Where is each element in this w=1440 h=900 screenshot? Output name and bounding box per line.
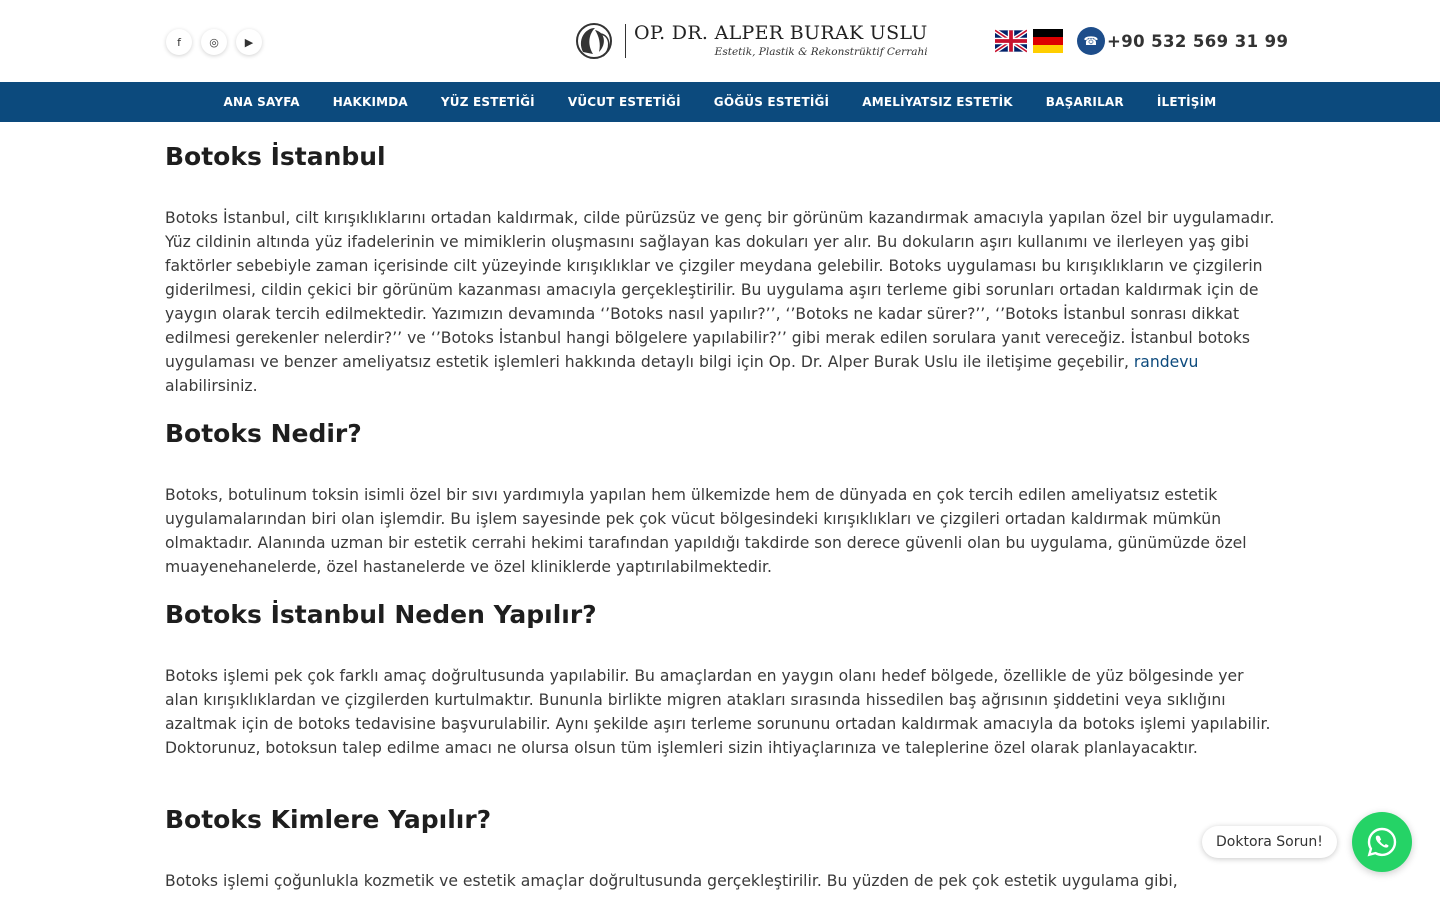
- nav-item-vucut-estetigi[interactable]: VÜCUT ESTETİĞİ: [567, 95, 681, 109]
- german-flag-icon[interactable]: [1032, 29, 1064, 53]
- chat-prompt-bubble[interactable]: Doktora Sorun!: [1202, 826, 1337, 858]
- section-heading: Botoks İstanbul: [165, 142, 386, 171]
- phone-icon: ☎: [1077, 27, 1105, 55]
- main-nav: [0, 82, 1440, 122]
- section-paragraph: Botoks, botulinum toksin isimli özel bir sıvı yardımıyla yapılan hem ülkemizde hem de dünyada en çok tercih edilen ameliyatsız estetik uygulamalarından biri olan işlemdir. Bu işlem sayesinde pek çok vücut bölgesindeki kırışıklıkları ve çizgileri ortadan kaldırmak mümkün olmaktadır. Alanında uzman bir estetik cerrahi hekimi tarafından yapıldığı takdirde son derece güvenli olan bu uygulama, günümüzde özel muayenehanelerde, özel hastanelerde ve özel kliniklerde yaptırılabilmektedir.: [165, 486, 1247, 576]
- logo-name: OP. DR. ALPER BURAK USLU: [634, 22, 928, 45]
- language-switcher: [995, 29, 1064, 53]
- nav-item-basarilar[interactable]: BAŞARILAR: [1045, 95, 1124, 109]
- section-heading: Botoks Nedir?: [165, 419, 362, 448]
- randevu-link[interactable]: randevu: [1133, 353, 1199, 371]
- logo-emblem-icon: [571, 22, 617, 60]
- phone-number: +90 532 569 31 99: [1107, 31, 1289, 51]
- facebook-icon[interactable]: f: [166, 29, 192, 55]
- social-links: [166, 29, 262, 55]
- nav-item-iletisim[interactable]: İLETİŞİM: [1156, 95, 1217, 109]
- nav-item-ana-sayfa[interactable]: ANA SAYFA: [223, 95, 300, 109]
- whatsapp-chat-button[interactable]: [1352, 812, 1412, 872]
- phone-link[interactable]: [1077, 27, 1288, 55]
- section-paragraph: Botoks işlemi çoğunlukla kozmetik ve estetik amaçlar doğrultusunda gerçekleştirilir. Bu yüzden de pek çok estetik uygulama gibi,: [165, 872, 1178, 890]
- youtube-icon[interactable]: ▶: [236, 29, 262, 55]
- section-heading: Botoks Kimlere Yapılır?: [165, 805, 492, 834]
- site-logo[interactable]: [571, 22, 928, 60]
- section-heading: Botoks İstanbul Neden Yapılır?: [165, 600, 597, 629]
- top-bar: [0, 0, 1440, 82]
- paragraph-text: alabilirsiniz.: [165, 377, 258, 395]
- paragraph-text: Botoks İstanbul, cilt kırışıklıklarını ortadan kaldırmak, cilde pürüzsüz ve genç bir görünüm kazandırmak amacıyla yapılan özel bir uygulamadır. Yüz cildinin altında yüz ifadelerinin ve mimiklerin oluşmasını sağlayan kas dokuları yer alır. Bu dokuların aşırı kullanımı ve ilerleyen yaş gibi faktörler sebebiyle zaman içerisinde cilt yüzeyinde kırışıklıklar ve çizgiler meydana gelebilir. Botoks uygulaması bu kırışıklıkların ve çizgilerin giderilmesi, cildin çekici bir görünüm kazanması amacıyla gerçekleştirilir. Bu uygulama aşırı terleme gibi sorunları ortadan kaldırmak için de yaygın olarak tercih edilmektedir. Yazımızın devamında ‘’Botoks nasıl yapılır?’’, ‘’Botoks ne kadar sürer?’’, ‘’Botoks İstanbul sonrası dikkat edilmesi gerekenler nelerdir?’’ ve ‘’Botoks İstanbul hangi bölgelere yapılabilir?’’ gibi merak edilen sorulara yanıt vereceğiz. İstanbul botoks uygulaması ve benzer ameliyatsız estetik işlemleri hakkında detaylı bilgi için Op. Dr. Alper Burak Uslu ile iletişime geçebilir,: [165, 209, 1275, 371]
- nav-item-gogus-estetigi[interactable]: GÖĞÜS ESTETİĞİ: [713, 95, 830, 109]
- nav-item-hakkimda[interactable]: HAKKIMDA: [332, 95, 408, 109]
- site-header: [0, 0, 1440, 122]
- instagram-icon[interactable]: ◎: [201, 29, 227, 55]
- logo-subtitle: Estetik, Plastik & Rekonstrüktif Cerrahi: [714, 46, 928, 59]
- whatsapp-icon: [1366, 826, 1398, 858]
- logo-text: [634, 24, 928, 58]
- nav-item-ameliyatsiz-estetik[interactable]: AMELİYATSIZ ESTETİK: [862, 95, 1013, 109]
- logo-divider: [625, 24, 626, 58]
- english-flag-icon[interactable]: [995, 29, 1027, 53]
- section-paragraph: [165, 206, 1277, 398]
- section-paragraph: Botoks işlemi pek çok farklı amaç doğrultusunda yapılabilir. Bu amaçlardan en yaygın olanı hedef bölgede, özellikle de yüz bölgesinde yer alan kırışıklıklardan ve çizgilerden kurtulmaktır. Bununla birlikte migren atakları sırasında hissedilen baş ağrısının şiddetini veya sıklığını azaltmak için de botoks tedavisine başvurulabilir. Aynı şekilde aşırı terleme sorununu ortadan kaldırmak amacıyla da botoks işlemi yapılabilir. Doktorunuz, botoksun talep edilme amacı ne olursa olsun tüm işlemleri sizin ihtiyaçlarınıza ve taleplerine özel olarak planlayacaktır.: [165, 667, 1271, 757]
- nav-item-yuz-estetigi[interactable]: YÜZ ESTETİĞİ: [440, 95, 535, 109]
